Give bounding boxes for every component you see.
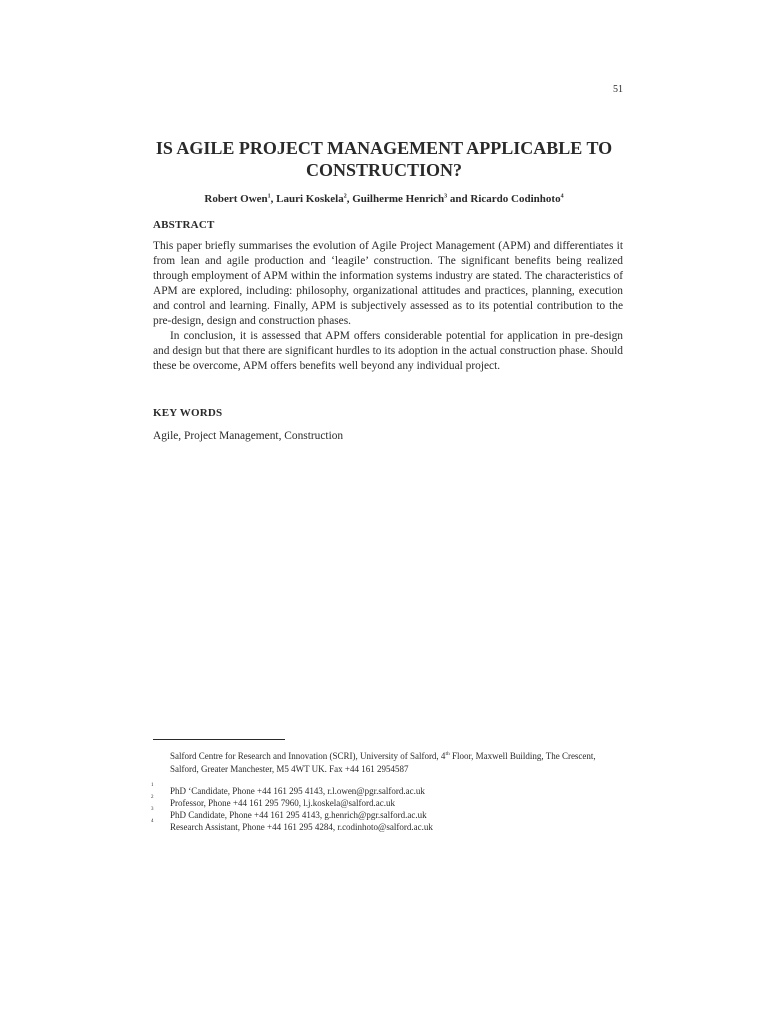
footnote-text: Professor, Phone +44 161 295 7960, l.j.koskela@salford.ac.uk [170,798,395,808]
affiliation-superscript: th [445,751,450,757]
author-separator: , [346,193,353,205]
author-name: Ricardo Codinhoto [470,193,561,205]
affiliation-note [170,748,625,776]
footnote-marks [151,780,161,828]
title-line-1: IS AGILE PROJECT MANAGEMENT APPLICABLE TO [155,138,613,158]
affiliation-text: Salford Centre for Research and Innovation (SCRI), University of Salford, 4 [170,751,446,761]
footnote-text: Research Assistant, Phone +44 161 295 4284, r.codinhoto@salford.ac.uk [170,822,433,832]
footnote-mark: 2 [151,795,154,800]
abstract-paragraph: This paper briefly summarises the evolution of Agile Project Management (APM) and differentiates it from lean and agile production and ‘leagile’ construction. The significant benefits being realized through employment of APM within the information systems industry are stated. The characteristics of APM are explored, including: philosophy, organizational attitudes and practices, planning, execution and control and learning. Finally, APM is subjectively assessed as to its potential contribution to the pre-design, design and construction phases. [153,240,623,327]
abstract-heading: ABSTRACT [153,219,215,231]
affiliation-text: Floor, Maxwell Building, The Crescent, Salford, Greater Manchester, M5 4WT UK. Fax +44 161 2954587 [170,751,596,774]
author-footnote-mark: 2 [343,193,347,200]
author-name: Robert Owen [204,193,268,205]
footnote-text: PhD ‘Candidate, Phone +44 161 295 4143, r.l.owen@pgr.salford.ac.uk [170,786,425,796]
author-footnote-mark: 3 [444,193,448,200]
footnote-text: PhD Candidate, Phone +44 161 295 4143, g.henrich@pgr.salford.ac.uk [170,810,427,820]
title-line-2: CONSTRUCTION? [305,160,463,180]
footnote-mark: 4 [151,819,154,824]
keywords-text: Agile, Project Management, Construction [153,430,344,442]
footnote-mark: 1 [151,783,154,788]
abstract-paragraph: In conclusion, it is assessed that APM offers considerable potential for application in pre-design and design but that there are significant hurdles to its adoption in the actual construction phase. Should these be overcome, APM offers benefits well beyond any individual project. [153,330,623,372]
footnote-list [170,785,625,833]
author-separator: and [447,193,471,205]
author-footnote-mark: 4 [560,193,564,200]
footnote-mark: 3 [151,807,154,812]
author-footnote-mark: 1 [267,193,271,200]
page-number: 51 [613,84,623,95]
author-name: Guilherme Henrich [352,193,445,205]
keywords-heading: KEY WORDS [153,407,223,419]
footnote-divider [153,739,285,740]
author-list [124,193,644,205]
paper-title [124,137,644,181]
abstract-body [153,239,623,374]
author-name: Lauri Koskela [276,193,344,205]
author-separator: , [270,193,277,205]
